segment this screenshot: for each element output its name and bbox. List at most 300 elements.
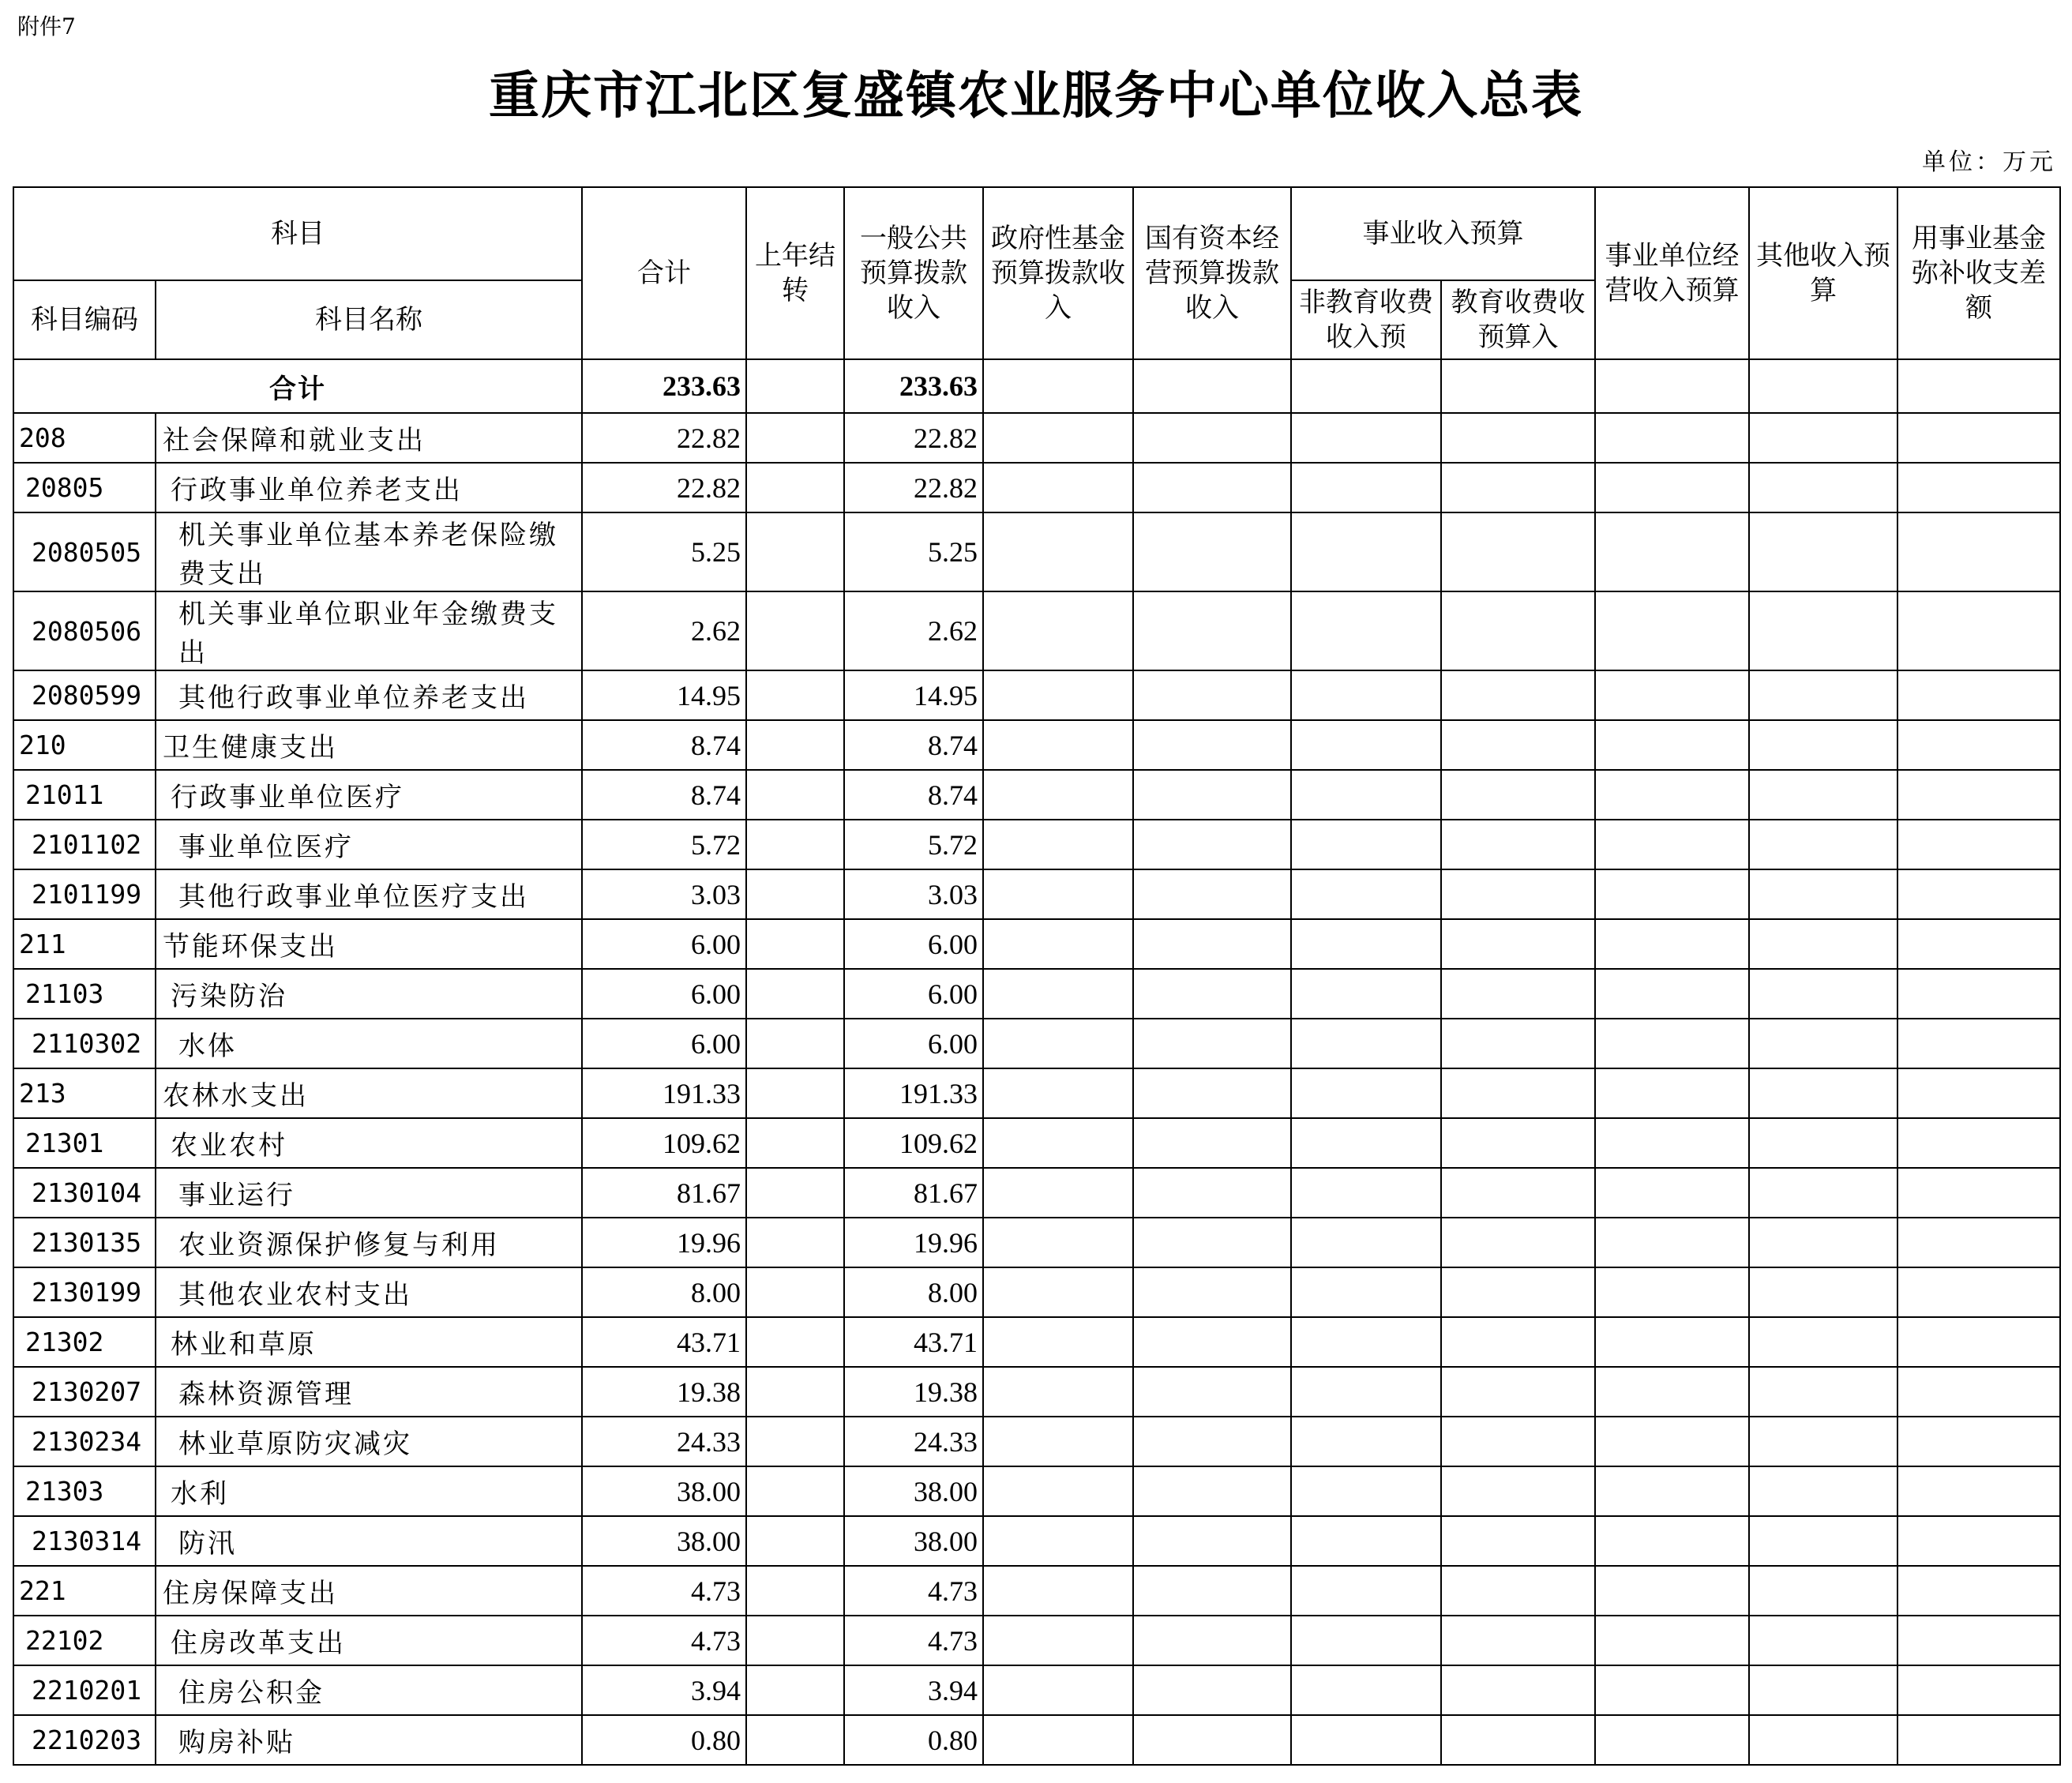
empty-cell bbox=[1897, 720, 2060, 770]
empty-cell bbox=[1133, 1516, 1291, 1566]
row-name: 污染防治 bbox=[156, 969, 582, 1019]
empty-cell bbox=[1595, 969, 1749, 1019]
row-general: 4.73 bbox=[844, 1616, 983, 1665]
empty-cell bbox=[746, 1566, 844, 1616]
empty-cell bbox=[1291, 869, 1441, 919]
empty-cell bbox=[1595, 670, 1749, 720]
empty-cell bbox=[1749, 1417, 1897, 1466]
empty-cell bbox=[1897, 512, 2060, 591]
empty-cell bbox=[1441, 1616, 1595, 1665]
empty-cell bbox=[983, 591, 1133, 670]
empty-cell bbox=[983, 1616, 1133, 1665]
row-general: 4.73 bbox=[844, 1566, 983, 1616]
empty-cell bbox=[1133, 720, 1291, 770]
empty-cell bbox=[1441, 359, 1595, 413]
empty-cell bbox=[746, 919, 844, 969]
empty-cell bbox=[1291, 359, 1441, 413]
row-code: 21011 bbox=[13, 770, 156, 820]
empty-cell bbox=[746, 1715, 844, 1765]
empty-cell bbox=[1291, 1466, 1441, 1516]
empty-cell bbox=[1441, 1566, 1595, 1616]
row-total: 0.80 bbox=[582, 1715, 746, 1765]
row-general: 0.80 bbox=[844, 1715, 983, 1765]
empty-cell bbox=[1595, 1417, 1749, 1466]
row-total: 6.00 bbox=[582, 919, 746, 969]
empty-cell bbox=[1441, 670, 1595, 720]
empty-cell bbox=[1133, 969, 1291, 1019]
empty-cell bbox=[1133, 919, 1291, 969]
empty-cell bbox=[1595, 591, 1749, 670]
row-code: 2080599 bbox=[13, 670, 156, 720]
empty-cell bbox=[1749, 1168, 1897, 1218]
empty-cell bbox=[1133, 591, 1291, 670]
row-total: 109.62 bbox=[582, 1118, 746, 1168]
empty-cell bbox=[1749, 1267, 1897, 1317]
row-general: 3.94 bbox=[844, 1665, 983, 1715]
row-name: 事业单位医疗 bbox=[156, 820, 582, 869]
row-general: 8.74 bbox=[844, 770, 983, 820]
row-code: 2101199 bbox=[13, 869, 156, 919]
row-name: 住房公积金 bbox=[156, 1665, 582, 1715]
row-total: 38.00 bbox=[582, 1466, 746, 1516]
total-amount: 233.63 bbox=[582, 359, 746, 413]
empty-cell bbox=[746, 1665, 844, 1715]
empty-cell bbox=[983, 919, 1133, 969]
empty-cell bbox=[1749, 869, 1897, 919]
header-carryover: 上年结转 bbox=[746, 187, 844, 359]
row-name: 农业资源保护修复与利用 bbox=[156, 1218, 582, 1267]
header-gov-fund: 政府性基金预算拨款收入 bbox=[983, 187, 1133, 359]
header-fund-supplement: 用事业基金弥补收支差额 bbox=[1897, 187, 2060, 359]
empty-cell bbox=[983, 670, 1133, 720]
header-subject: 科目 bbox=[13, 187, 582, 280]
empty-cell bbox=[746, 969, 844, 1019]
empty-cell bbox=[1897, 1317, 2060, 1367]
header-total: 合计 bbox=[582, 187, 746, 359]
empty-cell bbox=[1291, 1715, 1441, 1765]
empty-cell bbox=[1595, 1267, 1749, 1317]
empty-cell bbox=[746, 869, 844, 919]
row-name: 防汛 bbox=[156, 1516, 582, 1566]
row-general: 38.00 bbox=[844, 1466, 983, 1516]
empty-cell bbox=[1441, 820, 1595, 869]
row-code: 211 bbox=[13, 919, 156, 969]
empty-cell bbox=[983, 720, 1133, 770]
empty-cell bbox=[1133, 1019, 1291, 1068]
empty-cell bbox=[1595, 1566, 1749, 1616]
row-total: 5.25 bbox=[582, 512, 746, 591]
row-total: 3.03 bbox=[582, 869, 746, 919]
row-code: 2080505 bbox=[13, 512, 156, 591]
empty-cell bbox=[1133, 1118, 1291, 1168]
row-general: 81.67 bbox=[844, 1168, 983, 1218]
empty-cell bbox=[1291, 1218, 1441, 1267]
empty-cell bbox=[746, 463, 844, 512]
empty-cell bbox=[746, 1118, 844, 1168]
empty-cell bbox=[1749, 1466, 1897, 1516]
row-general: 6.00 bbox=[844, 1019, 983, 1068]
empty-cell bbox=[1441, 413, 1595, 463]
unit-label: 单位：万元 bbox=[1922, 148, 2056, 176]
empty-cell bbox=[1441, 1267, 1595, 1317]
row-general: 19.38 bbox=[844, 1367, 983, 1417]
total-row bbox=[13, 359, 2060, 413]
table-row bbox=[13, 1068, 2060, 1118]
empty-cell bbox=[1441, 919, 1595, 969]
empty-cell bbox=[1749, 1218, 1897, 1267]
row-name: 节能环保支出 bbox=[156, 919, 582, 969]
empty-cell bbox=[1749, 770, 1897, 820]
row-code: 221 bbox=[13, 1566, 156, 1616]
empty-cell bbox=[746, 670, 844, 720]
empty-cell bbox=[746, 1068, 844, 1118]
empty-cell bbox=[983, 1715, 1133, 1765]
row-code: 2110302 bbox=[13, 1019, 156, 1068]
row-code: 21302 bbox=[13, 1317, 156, 1367]
row-code: 2101102 bbox=[13, 820, 156, 869]
row-total: 2.62 bbox=[582, 591, 746, 670]
row-general: 38.00 bbox=[844, 1516, 983, 1566]
table-row bbox=[13, 1665, 2060, 1715]
empty-cell bbox=[1897, 463, 2060, 512]
empty-cell bbox=[1291, 1616, 1441, 1665]
empty-cell bbox=[746, 1417, 844, 1466]
empty-cell bbox=[983, 1665, 1133, 1715]
empty-cell bbox=[1291, 1118, 1441, 1168]
row-code: 21301 bbox=[13, 1118, 156, 1168]
empty-cell bbox=[1291, 1665, 1441, 1715]
row-total: 6.00 bbox=[582, 1019, 746, 1068]
total-general-amount: 233.63 bbox=[844, 359, 983, 413]
empty-cell bbox=[1291, 720, 1441, 770]
empty-cell bbox=[746, 720, 844, 770]
empty-cell bbox=[1291, 1566, 1441, 1616]
empty-cell bbox=[1595, 820, 1749, 869]
row-name: 社会保障和就业支出 bbox=[156, 413, 582, 463]
header-business-operating: 事业单位经营收入预算 bbox=[1595, 187, 1749, 359]
empty-cell bbox=[1595, 869, 1749, 919]
empty-cell bbox=[1749, 969, 1897, 1019]
empty-cell bbox=[1133, 820, 1291, 869]
row-total: 8.00 bbox=[582, 1267, 746, 1317]
empty-cell bbox=[1749, 1118, 1897, 1168]
empty-cell bbox=[1749, 919, 1897, 969]
empty-cell bbox=[1441, 720, 1595, 770]
table-row bbox=[13, 591, 2060, 670]
empty-cell bbox=[746, 1317, 844, 1367]
empty-cell bbox=[1595, 1068, 1749, 1118]
header-non-edu: 非教育收费收入预 bbox=[1291, 280, 1441, 359]
empty-cell bbox=[746, 1516, 844, 1566]
empty-cell bbox=[746, 770, 844, 820]
row-total: 8.74 bbox=[582, 720, 746, 770]
empty-cell bbox=[1133, 1367, 1291, 1417]
row-code: 21303 bbox=[13, 1466, 156, 1516]
empty-cell bbox=[1133, 1068, 1291, 1118]
empty-cell bbox=[1291, 591, 1441, 670]
row-total: 5.72 bbox=[582, 820, 746, 869]
empty-cell bbox=[1133, 670, 1291, 720]
empty-cell bbox=[746, 413, 844, 463]
empty-cell bbox=[1595, 1665, 1749, 1715]
empty-cell bbox=[1749, 670, 1897, 720]
empty-cell bbox=[1291, 770, 1441, 820]
empty-cell bbox=[1291, 670, 1441, 720]
empty-cell bbox=[1133, 1218, 1291, 1267]
row-name: 行政事业单位医疗 bbox=[156, 770, 582, 820]
row-total: 24.33 bbox=[582, 1417, 746, 1466]
empty-cell bbox=[1441, 1417, 1595, 1466]
empty-cell bbox=[1441, 1466, 1595, 1516]
empty-cell bbox=[1595, 1367, 1749, 1417]
row-code: 210 bbox=[13, 720, 156, 770]
empty-cell bbox=[1749, 1516, 1897, 1566]
empty-cell bbox=[1441, 1019, 1595, 1068]
empty-cell bbox=[1595, 1715, 1749, 1765]
row-total: 22.82 bbox=[582, 463, 746, 512]
header-general-budget: 一般公共预算拨款收入 bbox=[844, 187, 983, 359]
row-code: 2130135 bbox=[13, 1218, 156, 1267]
table-row bbox=[13, 1566, 2060, 1616]
row-name: 事业运行 bbox=[156, 1168, 582, 1218]
empty-cell bbox=[1897, 591, 2060, 670]
header-business-income: 事业收入预算 bbox=[1291, 187, 1595, 280]
empty-cell bbox=[1897, 1715, 2060, 1765]
empty-cell bbox=[746, 512, 844, 591]
empty-cell bbox=[1897, 770, 2060, 820]
empty-cell bbox=[746, 1367, 844, 1417]
row-general: 8.74 bbox=[844, 720, 983, 770]
empty-cell bbox=[1133, 770, 1291, 820]
table-row bbox=[13, 969, 2060, 1019]
row-general: 22.82 bbox=[844, 413, 983, 463]
row-name: 林业草原防灾减灾 bbox=[156, 1417, 582, 1466]
empty-cell bbox=[1897, 1417, 2060, 1466]
table-row bbox=[13, 512, 2060, 591]
empty-cell bbox=[1897, 1665, 2060, 1715]
empty-cell bbox=[983, 512, 1133, 591]
row-code: 2080506 bbox=[13, 591, 156, 670]
empty-cell bbox=[1595, 1118, 1749, 1168]
empty-cell bbox=[1291, 463, 1441, 512]
empty-cell bbox=[1897, 919, 2060, 969]
empty-cell bbox=[1595, 512, 1749, 591]
empty-cell bbox=[1441, 512, 1595, 591]
empty-cell bbox=[746, 591, 844, 670]
row-total: 22.82 bbox=[582, 413, 746, 463]
table-row bbox=[13, 1516, 2060, 1566]
row-code: 2130314 bbox=[13, 1516, 156, 1566]
empty-cell bbox=[1749, 720, 1897, 770]
row-total: 19.38 bbox=[582, 1367, 746, 1417]
empty-cell bbox=[1897, 1466, 2060, 1516]
empty-cell bbox=[746, 1267, 844, 1317]
row-code: 21103 bbox=[13, 969, 156, 1019]
empty-cell bbox=[1897, 1267, 2060, 1317]
empty-cell bbox=[1595, 359, 1749, 413]
row-total: 4.73 bbox=[582, 1616, 746, 1665]
empty-cell bbox=[1897, 1168, 2060, 1218]
row-code: 2130104 bbox=[13, 1168, 156, 1218]
empty-cell bbox=[1133, 359, 1291, 413]
empty-cell bbox=[1749, 591, 1897, 670]
empty-cell bbox=[1595, 413, 1749, 463]
empty-cell bbox=[1749, 463, 1897, 512]
empty-cell bbox=[1441, 1068, 1595, 1118]
empty-cell bbox=[1291, 820, 1441, 869]
empty-cell bbox=[1133, 1168, 1291, 1218]
empty-cell bbox=[1749, 413, 1897, 463]
table-row bbox=[13, 720, 2060, 770]
row-general: 191.33 bbox=[844, 1068, 983, 1118]
table-row bbox=[13, 869, 2060, 919]
row-total: 4.73 bbox=[582, 1566, 746, 1616]
table-row bbox=[13, 1168, 2060, 1218]
empty-cell bbox=[983, 1168, 1133, 1218]
row-total: 8.74 bbox=[582, 770, 746, 820]
row-total: 191.33 bbox=[582, 1068, 746, 1118]
empty-cell bbox=[1897, 969, 2060, 1019]
header-edu: 教育收费收预算入 bbox=[1441, 280, 1595, 359]
empty-cell bbox=[983, 1218, 1133, 1267]
row-general: 5.72 bbox=[844, 820, 983, 869]
empty-cell bbox=[1291, 1068, 1441, 1118]
row-general: 22.82 bbox=[844, 463, 983, 512]
table-row bbox=[13, 1616, 2060, 1665]
empty-cell bbox=[1441, 1218, 1595, 1267]
empty-cell bbox=[1595, 1218, 1749, 1267]
row-code: 22102 bbox=[13, 1616, 156, 1665]
page-title: 重庆市江北区复盛镇农业服务中心单位收入总表 bbox=[489, 66, 1583, 126]
empty-cell bbox=[1133, 1317, 1291, 1367]
empty-cell bbox=[1291, 1516, 1441, 1566]
empty-cell bbox=[1133, 1616, 1291, 1665]
empty-cell bbox=[1897, 1566, 2060, 1616]
empty-cell bbox=[983, 1566, 1133, 1616]
empty-cell bbox=[1441, 591, 1595, 670]
table-row bbox=[13, 1417, 2060, 1466]
row-general: 5.25 bbox=[844, 512, 983, 591]
row-code: 2130207 bbox=[13, 1367, 156, 1417]
empty-cell bbox=[1441, 869, 1595, 919]
empty-cell bbox=[1441, 1665, 1595, 1715]
table-row bbox=[13, 1019, 2060, 1068]
empty-cell bbox=[1749, 1715, 1897, 1765]
empty-cell bbox=[1749, 1317, 1897, 1367]
table-row bbox=[13, 463, 2060, 512]
row-general: 6.00 bbox=[844, 969, 983, 1019]
empty-cell bbox=[1897, 1218, 2060, 1267]
empty-cell bbox=[1749, 1367, 1897, 1417]
row-code: 2130234 bbox=[13, 1417, 156, 1466]
empty-cell bbox=[746, 359, 844, 413]
table-row bbox=[13, 670, 2060, 720]
empty-cell bbox=[1291, 1168, 1441, 1218]
row-name: 住房改革支出 bbox=[156, 1616, 582, 1665]
row-name: 森林资源管理 bbox=[156, 1367, 582, 1417]
empty-cell bbox=[1133, 1466, 1291, 1516]
table-row bbox=[13, 820, 2060, 869]
empty-cell bbox=[1749, 1019, 1897, 1068]
row-name: 其他行政事业单位养老支出 bbox=[156, 670, 582, 720]
table-row bbox=[13, 1218, 2060, 1267]
empty-cell bbox=[983, 1019, 1133, 1068]
empty-cell bbox=[1595, 1168, 1749, 1218]
empty-cell bbox=[1595, 1317, 1749, 1367]
empty-cell bbox=[1291, 1417, 1441, 1466]
empty-cell bbox=[746, 1616, 844, 1665]
table-row bbox=[13, 1118, 2060, 1168]
empty-cell bbox=[1897, 670, 2060, 720]
row-total: 19.96 bbox=[582, 1218, 746, 1267]
empty-cell bbox=[1441, 1168, 1595, 1218]
empty-cell bbox=[1897, 1118, 2060, 1168]
table-row bbox=[13, 770, 2060, 820]
empty-cell bbox=[1133, 1566, 1291, 1616]
empty-cell bbox=[983, 359, 1133, 413]
empty-cell bbox=[983, 1317, 1133, 1367]
empty-cell bbox=[1897, 869, 2060, 919]
empty-cell bbox=[1897, 359, 2060, 413]
empty-cell bbox=[1291, 969, 1441, 1019]
empty-cell bbox=[1441, 1367, 1595, 1417]
row-name: 卫生健康支出 bbox=[156, 720, 582, 770]
row-name: 其他农业农村支出 bbox=[156, 1267, 582, 1317]
header-name: 科目名称 bbox=[156, 280, 582, 359]
row-code: 20805 bbox=[13, 463, 156, 512]
empty-cell bbox=[983, 1516, 1133, 1566]
row-name: 水利 bbox=[156, 1466, 582, 1516]
empty-cell bbox=[1749, 1665, 1897, 1715]
row-name: 林业和草原 bbox=[156, 1317, 582, 1367]
row-general: 3.03 bbox=[844, 869, 983, 919]
row-name: 其他行政事业单位医疗支出 bbox=[156, 869, 582, 919]
empty-cell bbox=[1441, 1715, 1595, 1765]
row-code: 2210203 bbox=[13, 1715, 156, 1765]
row-general: 2.62 bbox=[844, 591, 983, 670]
empty-cell bbox=[1133, 1715, 1291, 1765]
empty-cell bbox=[1595, 1019, 1749, 1068]
empty-cell bbox=[1749, 1068, 1897, 1118]
row-code: 213 bbox=[13, 1068, 156, 1118]
total-label: 合计 bbox=[13, 359, 582, 413]
row-name: 农林水支出 bbox=[156, 1068, 582, 1118]
empty-cell bbox=[1133, 1267, 1291, 1317]
empty-cell bbox=[1291, 1267, 1441, 1317]
table-row bbox=[13, 1267, 2060, 1317]
empty-cell bbox=[746, 1466, 844, 1516]
empty-cell bbox=[1133, 1665, 1291, 1715]
empty-cell bbox=[983, 1367, 1133, 1417]
empty-cell bbox=[1897, 820, 2060, 869]
empty-cell bbox=[1291, 1019, 1441, 1068]
empty-cell bbox=[1133, 869, 1291, 919]
row-total: 3.94 bbox=[582, 1665, 746, 1715]
empty-cell bbox=[1291, 512, 1441, 591]
row-code: 208 bbox=[13, 413, 156, 463]
empty-cell bbox=[1749, 1566, 1897, 1616]
row-general: 6.00 bbox=[844, 919, 983, 969]
row-general: 24.33 bbox=[844, 1417, 983, 1466]
header-other-income: 其他收入预算 bbox=[1749, 187, 1897, 359]
row-general: 43.71 bbox=[844, 1317, 983, 1367]
row-name: 机关事业单位基本养老保险缴费支出 bbox=[156, 512, 582, 591]
empty-cell bbox=[1441, 1317, 1595, 1367]
empty-cell bbox=[983, 463, 1133, 512]
row-general: 109.62 bbox=[844, 1118, 983, 1168]
table-row bbox=[13, 1317, 2060, 1367]
row-name: 水体 bbox=[156, 1019, 582, 1068]
